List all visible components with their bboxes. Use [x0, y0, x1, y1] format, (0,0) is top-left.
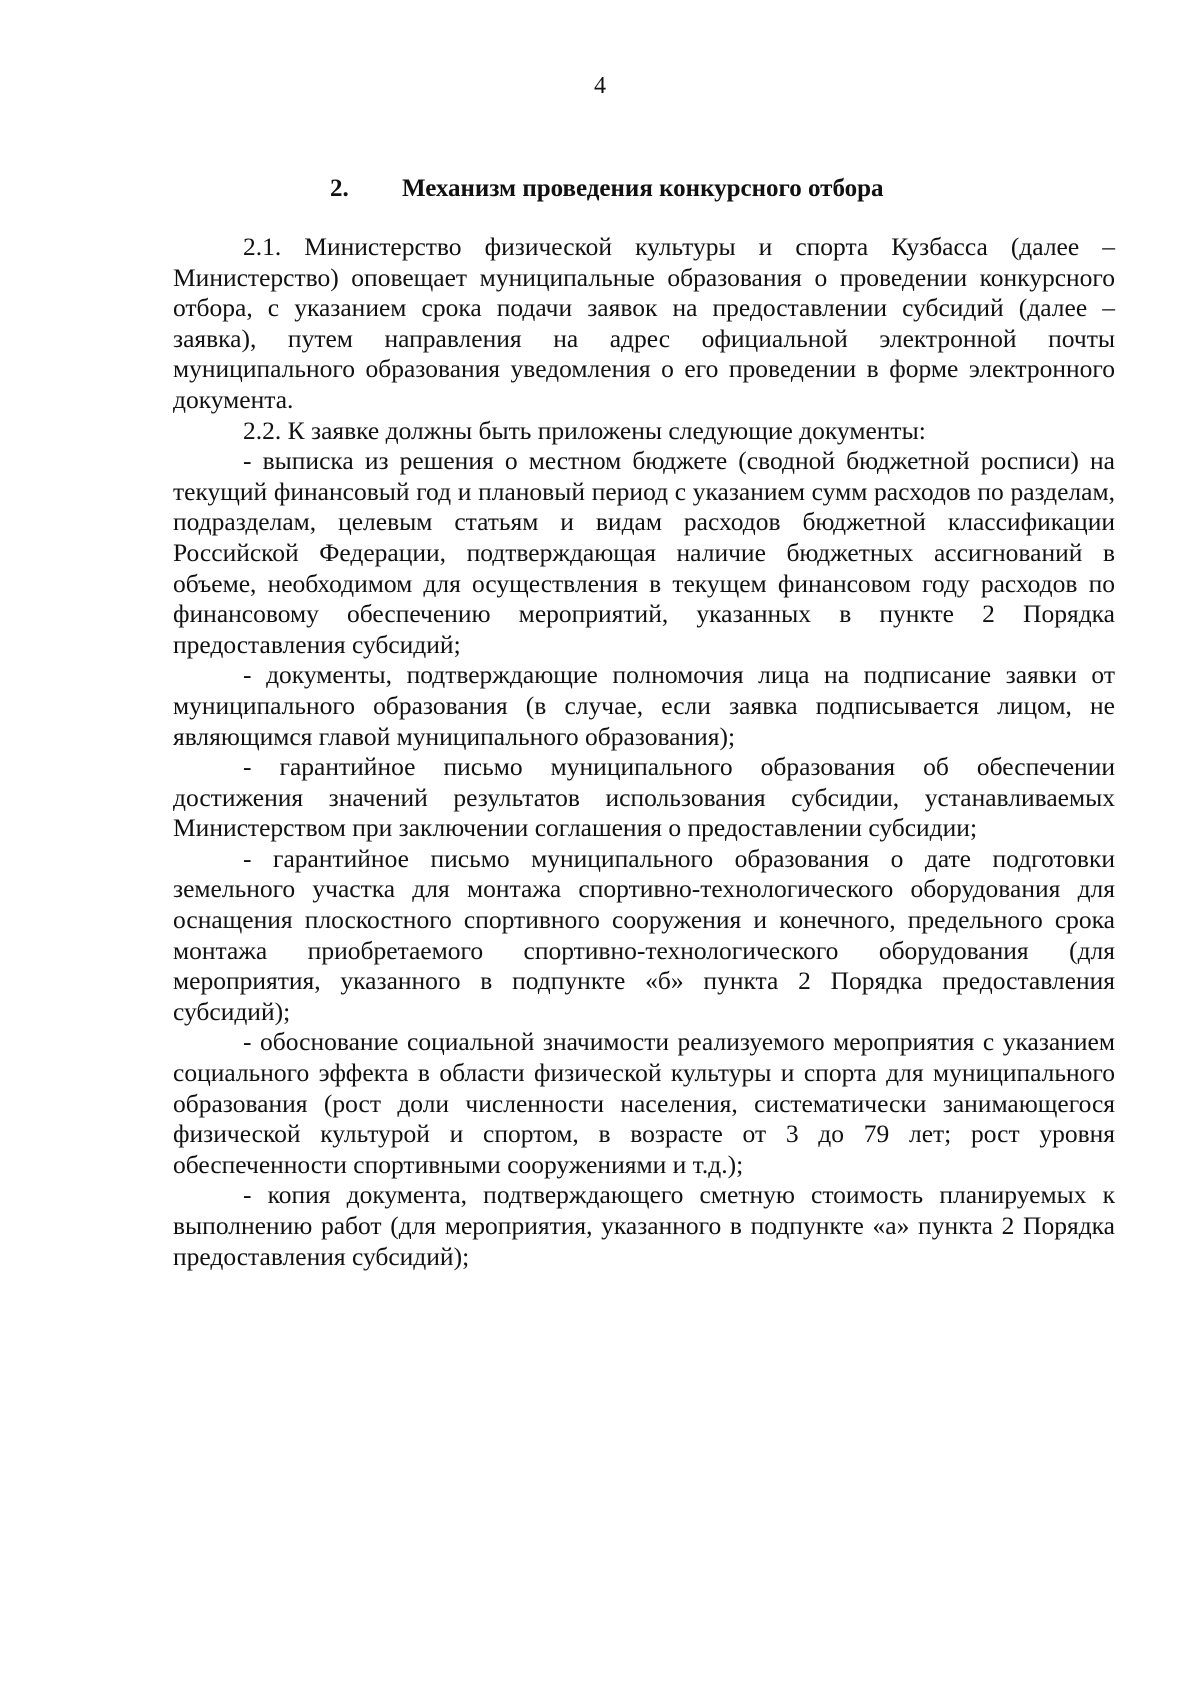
paragraph-2-2: 2.2. К заявке должны быть приложены следующие документы: — [243, 415, 926, 445]
section-title: Механизм проведения конкурсного отбора — [402, 175, 884, 202]
list-item-budget-extract: - выписка из решения о местном бюджете (сводной бюджетной росписи) на текущий финансовый год и плановый период с указанием сумм расходов по разделам, подразделам, целевым статьям и видам расходов бюджетной классификации Российской Федерации, подтверждающая наличие бюджетных ассигнований в объеме, необходимом для осуществления в текущем финансовом году расходов по финансовому обеспечению мероприятий, указанных в пункте 2 Порядка предоставления субсидий; — [173, 446, 1115, 659]
list-item-social-significance: - обоснование социальной значимости реализуемого мероприятия с указанием социального эффекта в области физической культуры и спорта для муниципального образования (рост доли численности населения, систематически занимающегося физической культурой и спортом, в возрасте от 3 до 79 лет; рост уровня обеспеченности спортивными сооружениями и т.д.); — [173, 1027, 1115, 1179]
document-body — [173, 232, 1115, 1272]
list-item-estimate-copy: - копия документа, подтверждающего сметную стоимость планируемых к выполнению работ (для мероприятия, указанного в подпункте «а» пункта 2 Порядка предоставления субсидий); — [173, 1180, 1115, 1271]
list-item-guarantee-land: - гарантийное письмо муниципального образования о дате подготовки земельного участка для монтажа спортивно-технологического оборудования для оснащения плоскостного спортивного сооружения и конечного, предельного срока монтажа приобретаемого спортивно-технологического оборудования (для мероприятия, указанного в подпункте «б» пункта 2 Порядка предоставления субсидий); — [173, 843, 1115, 1026]
list-item-guarantee-results: - гарантийное письмо муниципального образования об обеспечении достижения значений результатов использования субсидии, устанавливаемых Министерством при заключении соглашения о предоставлении субсидии; — [173, 752, 1115, 843]
section-number: 2. — [330, 175, 349, 202]
paragraph-2-1: 2.1. Министерство физической культуры и спорта Кузбасса (далее – Министерство) оповещает муниципальные образования о проведении конкурсного отбора, с указанием срока подачи заявок на предоставлении субсидий (далее – заявка), путем направления на адрес официальной электронной почты муниципального образования уведомления о его проведении в форме электронного документа. — [173, 232, 1115, 414]
page-number: 4 — [594, 73, 606, 99]
section-heading — [330, 174, 884, 204]
list-item-authority-documents: - документы, подтверждающие полномочия лица на подписание заявки от муниципального образования (в случае, если заявка подписывается лицом, не являющимся главой муниципального образования); — [173, 660, 1115, 751]
